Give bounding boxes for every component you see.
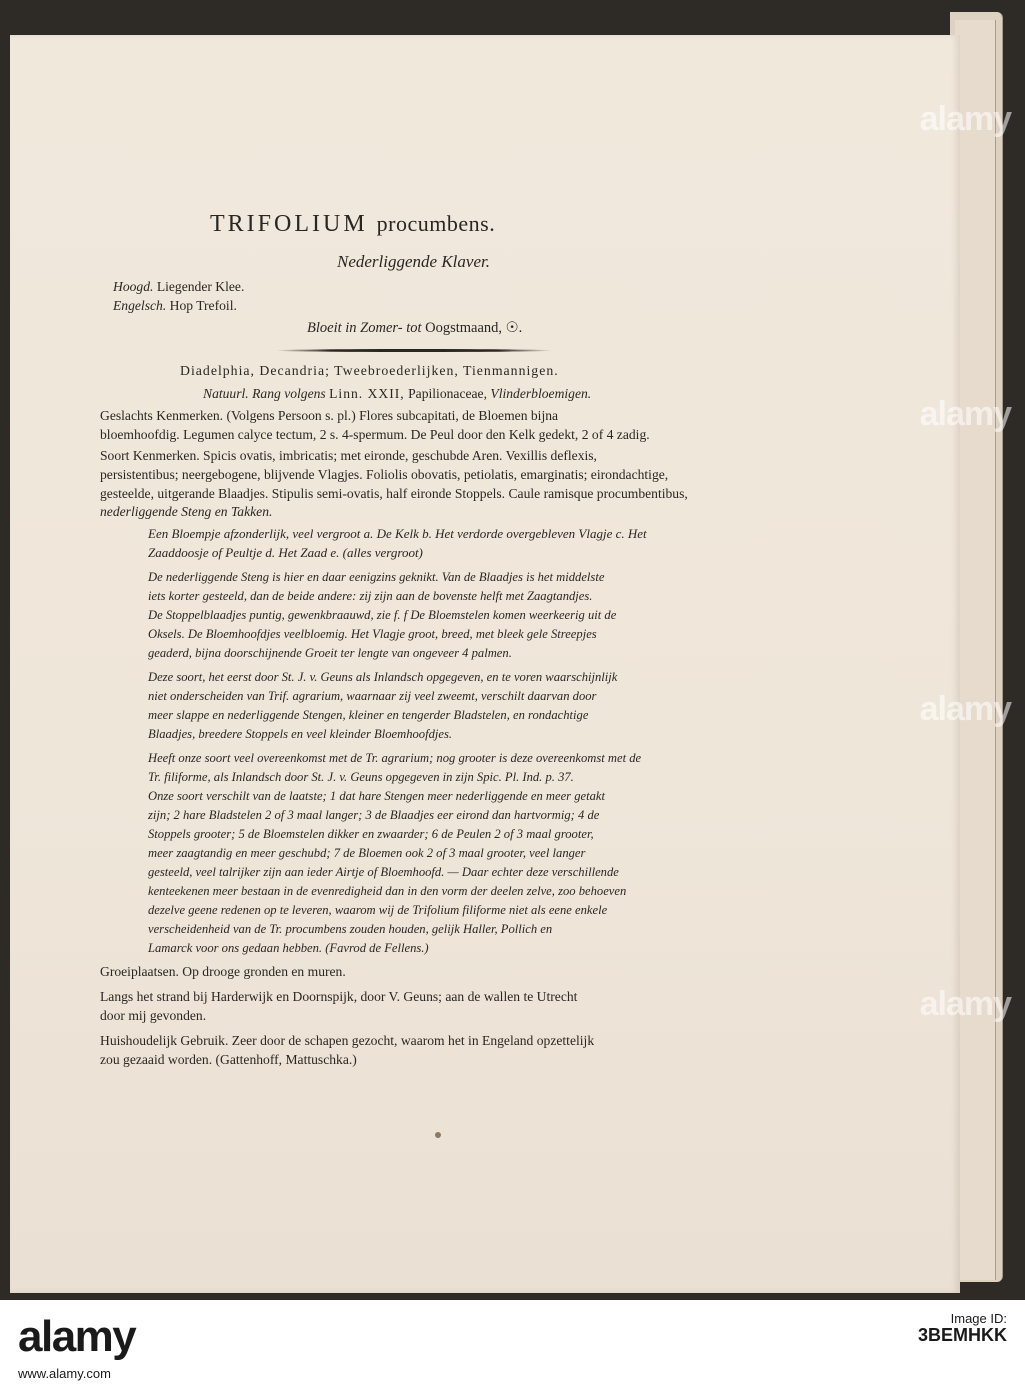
image-id-label: Image ID: bbox=[950, 1311, 1007, 1326]
groeiplaatsen-line: Groeiplaatsen. Op drooge gronden en muren. bbox=[100, 964, 346, 979]
note-2-line-4: Oksels. De Bloemhoofdjes veelbloemig. Het Vlagje groot, breed, met bleek gele Streepjes bbox=[148, 627, 597, 641]
langs-line-1: Langs het strand bij Harderwijk en Doornspijk, door V. Geuns; aan de wallen te Utrecht bbox=[100, 989, 578, 1004]
note-4-line-4: zijn; 2 hare Bladstelen 2 of 3 maal langer; 3 de Blaadjes eer eirond dan hartvormig; 4 de bbox=[148, 808, 600, 822]
soort-line-1: Soort Kenmerken. Spicis ovatis, imbricatis; met eironde, geschubde Aren. Vexillis deflexis, bbox=[100, 448, 597, 463]
divider-rule bbox=[275, 349, 553, 352]
image-id-code: 3BEMHKK bbox=[917, 1325, 1007, 1345]
note-1-line-1: Een Bloempje afzonderlijk, veel vergroot a. De Kelk b. Het verdorde overgebleven Vlagje c. Het bbox=[148, 526, 647, 541]
species: procumbens. bbox=[376, 211, 496, 236]
note-1-line-2: Zaaddoosje of Peultje d. Het Zaad e. (alles vergroot) bbox=[148, 545, 423, 560]
note-4-line-9: dezelve geene redenen op te leveren, waarom wij de Trifolium filiforme niet als eene enkele bbox=[148, 903, 608, 917]
langs-line-2: door mij gevonden. bbox=[100, 1008, 207, 1023]
classification-line: Diadelphia, Decandria; Tweebroederlijken, Tienmannigen. bbox=[180, 363, 559, 378]
note-4-line-1: Heeft onze soort veel overeenkomst met de Tr. agrarium; nog grooter is deze overeenkomst met de bbox=[148, 751, 642, 765]
note-2-line-3: De Stoppelblaadjes puntig, gewenkbraauwd, zie f. f De Bloemstelen komen weerkeerig uit de bbox=[148, 608, 617, 622]
note-4-line-3: Onze soort verschilt van de laatste; 1 dat hare Stengen meer nederliggende en meer getakt bbox=[148, 789, 605, 803]
gebruik-line-1: Huishoudelijk Gebruik. Zeer door de schapen gezocht, waarom het in Engeland opzettelijk bbox=[100, 1033, 595, 1048]
note-4-line-7: gesteeld, veel talrijker zijn aan ieder Airtje of Bloemhoofd. — Daar echter deze verschillende bbox=[148, 865, 619, 879]
bloom-line: Bloeit in Zomer- tot Oogstmaand, ☉. bbox=[307, 320, 523, 336]
soort-line-2: persistentibus; neergebogene, blijvende Vlagjes. Foliolis obovatis, petiolatis, emarginatis; eirondachtige, bbox=[100, 467, 669, 482]
note-4-line-2: Tr. filiforme, als Inlandsch door St. J. v. Geuns opgegeven in zijn Spic. Pl. Ind. p. 37. bbox=[148, 770, 574, 784]
alamy-logo: alamy bbox=[18, 1312, 136, 1361]
note-2-line-5: geaderd, bijna doorschijnende Groeit ter lengte van ongeveer 4 palmen. bbox=[148, 646, 512, 660]
ink-speck bbox=[435, 1132, 441, 1138]
note-3-line-3: meer slappe en nederliggende Stengen, kleiner en tengerder Bladstelen, en rondachtige bbox=[148, 708, 589, 722]
name-row-hoogd: Hoogd. Liegender Klee. bbox=[113, 279, 245, 294]
geslachts-line-1: Geslachts Kenmerken. (Volgens Persoon s. pl.) Flores subcapitati, de Bloemen bijna bbox=[100, 408, 559, 423]
note-3-line-4: Blaadjes, breedere Stoppels en veel kleinder Bloemhoofdjes. bbox=[148, 727, 453, 741]
watermark: alamy bbox=[919, 690, 1011, 728]
watermark: alamy bbox=[919, 985, 1011, 1023]
page-title bbox=[210, 211, 496, 237]
soort-line-4: nederliggende Steng en Takken. bbox=[100, 504, 273, 519]
natuurl-rang-line: Natuurl. Rang volgens Linn. XXII, Papilionaceae, Vlinderbloemigen. bbox=[203, 386, 592, 401]
geslachts-line-2: bloemhoofdig. Legumen calyce tectum, 2 s. 4-spermum. De Peul door den Kelk gedekt, 2 of 4 zadig. bbox=[100, 427, 650, 442]
note-3-line-1: Deze soort, het eerst door St. J. v. Geuns als Inlandsch opgegeven, en te voren waarschijnlijk bbox=[148, 670, 618, 684]
image-id-block bbox=[918, 1310, 1007, 1344]
stock-footer-bar bbox=[0, 1300, 1025, 1390]
note-3-line-2: niet onderscheiden van Trif. agrarium, waarnaar zij veel zweemt, verschilt daarvan door bbox=[148, 689, 597, 703]
dutch-name: Nederliggende Klaver. bbox=[337, 252, 490, 271]
page-edges-inner bbox=[955, 20, 996, 1280]
note-2-line-2: iets korter gesteeld, dan de beide andere: zij zijn aan de bovenste helft met Zaagtandjes. bbox=[148, 589, 593, 603]
watermark: alamy bbox=[919, 100, 1011, 138]
genus: TRIFOLIUM bbox=[210, 211, 368, 237]
note-4-line-5: Stoppels grooter; 5 de Bloemstelen dikker en zwaarder; 6 de Peulen 2 of 3 maal grooter, bbox=[148, 827, 594, 841]
gebruik-line-2: zou gezaaid worden. (Gattenhoff, Mattuschka.) bbox=[100, 1052, 357, 1067]
note-4-line-6: meer zaagtandig en meer geschubd; 7 de Bloemen ook 2 of 3 maal grooter, veel langer bbox=[148, 846, 586, 860]
note-4-line-10: verscheidenheid van de Tr. procumbens zouden houden, gelijk Haller, Pollich en bbox=[148, 922, 553, 936]
note-4-line-8: kenteekenen meer bestaan in de evenredigheid dan in den vorm der deelen zelve, zoo behoeven bbox=[148, 884, 627, 898]
name-row-engelsch: Engelsch. Hop Trefoil. bbox=[113, 298, 237, 313]
soort-line-3: gesteelde, uitgerande Blaadjes. Stipulis semi-ovatis, half eironde Stoppels. Caule ramisque procumbentibus, bbox=[100, 486, 688, 501]
note-2-line-1: De nederliggende Steng is hier en daar eenigzins geknikt. Van de Blaadjes is het middelste bbox=[148, 570, 605, 584]
footer-url: www.alamy.com bbox=[18, 1366, 111, 1381]
note-4-line-11: Lamarck voor ons gedaan hebben. (Favrod de Fellens.) bbox=[148, 941, 429, 955]
watermark: alamy bbox=[919, 395, 1011, 433]
